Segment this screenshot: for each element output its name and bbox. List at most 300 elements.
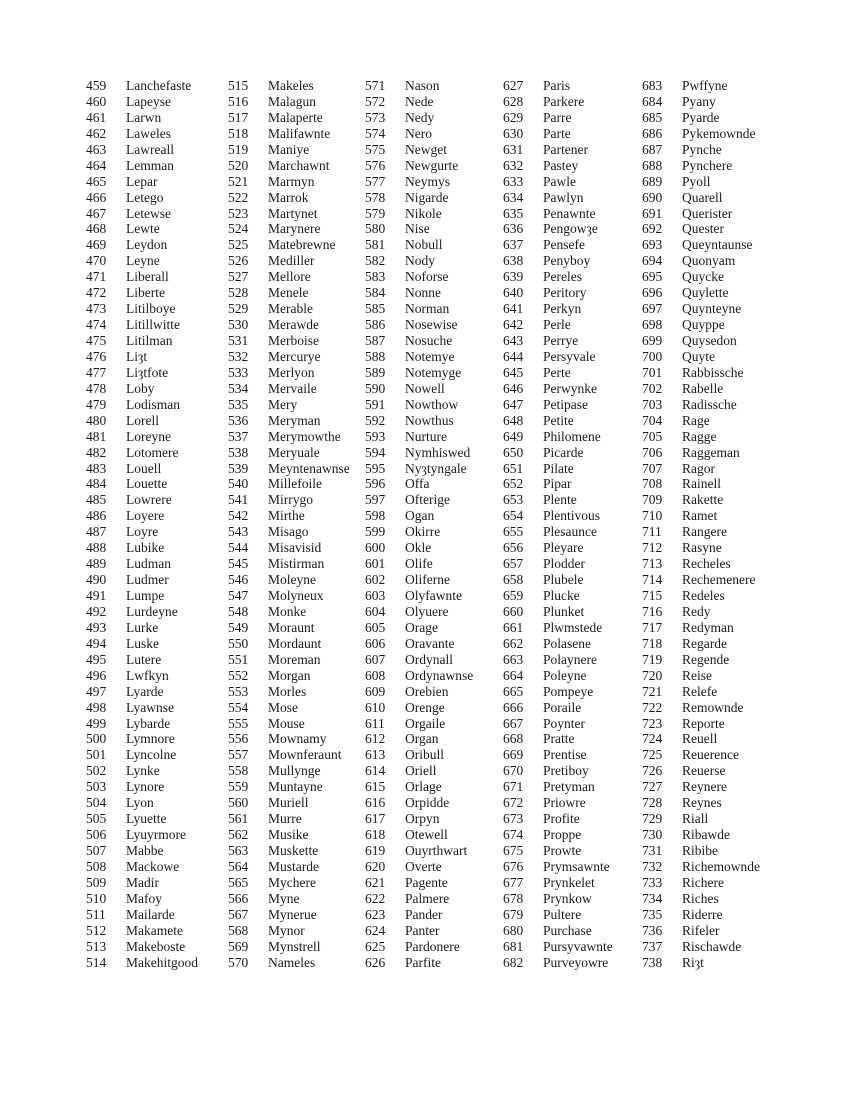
entry-name: Nonne [405, 285, 441, 301]
entry-number: 471 [86, 269, 107, 285]
entry-name: Loreyne [126, 428, 171, 444]
entry-name: Marchawnt [268, 157, 330, 173]
index-entry [503, 413, 642, 429]
entry-number: 736 [642, 922, 663, 938]
entry-number: 475 [86, 333, 107, 348]
index-entry [365, 492, 503, 508]
index-entry [642, 285, 787, 301]
index-entry [228, 397, 365, 413]
index-entry [642, 476, 787, 492]
entry-name: Myne [268, 890, 300, 906]
entry-number: 602 [365, 572, 386, 588]
entry-name: Riderre [682, 906, 723, 922]
entry-name: Pwffyne [682, 78, 728, 93]
index-entry [642, 811, 787, 827]
entry-number: 507 [86, 843, 107, 858]
entry-number: 570 [228, 954, 249, 970]
entry-name: Pereles [543, 269, 582, 285]
entry-number: 688 [642, 157, 663, 173]
index-entry [228, 955, 365, 971]
entry-name: Rakette [682, 492, 724, 508]
index-entry [86, 285, 228, 301]
index-entry [228, 811, 365, 827]
index-entry [228, 827, 365, 843]
entry-number: 679 [503, 906, 524, 922]
entry-number: 626 [365, 954, 386, 970]
entry-number: 641 [503, 301, 524, 317]
index-entry [642, 508, 787, 524]
entry-name: Plente [543, 492, 577, 508]
entry-name: Morles [268, 683, 307, 699]
index-entry [365, 923, 503, 939]
index-entry [86, 206, 228, 222]
entry-number: 712 [642, 540, 663, 556]
index-entry [365, 684, 503, 700]
index-column-3 [365, 78, 503, 971]
entry-name: Lutere [126, 651, 162, 667]
index-entry [86, 795, 228, 811]
entry-number: 634 [503, 189, 524, 205]
entry-name: Overte [405, 858, 442, 874]
entry-name: Mynor [268, 922, 305, 938]
index-entry [365, 843, 503, 859]
entry-name: Orpyn [405, 811, 440, 827]
entry-name: Ribibe [682, 843, 718, 858]
entry-name: Perwynke [543, 380, 597, 396]
index-entry [642, 700, 787, 716]
entry-name: Olyfawnte [405, 588, 462, 603]
index-entry [503, 556, 642, 572]
entry-number: 508 [86, 858, 107, 874]
index-entry [228, 349, 365, 365]
entry-name: Ordynall [405, 651, 453, 667]
entry-number: 474 [86, 317, 107, 333]
entry-number: 730 [642, 827, 663, 843]
index-entry [86, 221, 228, 237]
index-entry [503, 445, 642, 461]
entry-name: Oliferne [405, 572, 450, 588]
entry-name: Purchase [543, 922, 592, 938]
entry-name: Lanchefaste [126, 78, 192, 93]
entry-name: Quynteyne [682, 301, 742, 317]
entry-number: 687 [642, 141, 663, 157]
entry-number: 505 [86, 811, 107, 827]
entry-name: Plwmstede [543, 619, 603, 635]
entry-number: 538 [228, 444, 249, 460]
entry-name: Maniye [268, 141, 310, 157]
index-entry [365, 795, 503, 811]
entry-number: 536 [228, 412, 249, 428]
entry-number: 502 [86, 763, 107, 779]
entry-name: Pardonere [405, 938, 460, 954]
index-entry [86, 540, 228, 556]
entry-number: 573 [365, 109, 386, 125]
index-entry [228, 445, 365, 461]
entry-number: 692 [642, 221, 663, 237]
entry-name: Lawreall [126, 141, 174, 157]
entry-number: 721 [642, 683, 663, 699]
index-entry [228, 301, 365, 317]
entry-number: 709 [642, 492, 663, 508]
entry-name: Orpidde [405, 795, 450, 811]
index-entry [642, 652, 787, 668]
index-entry [365, 317, 503, 333]
entry-name: Pensefe [543, 237, 585, 253]
index-entry [86, 907, 228, 923]
entry-name: Prymsawnte [543, 858, 610, 874]
index-entry [228, 237, 365, 253]
entry-number: 481 [86, 428, 107, 444]
index-entry [86, 365, 228, 381]
entry-number: 623 [365, 906, 386, 922]
entry-name: Quycke [682, 269, 724, 285]
entry-number: 711 [642, 524, 662, 540]
index-column-1 [86, 78, 228, 971]
entry-name: Rage [682, 412, 710, 428]
entry-name: Mistirman [268, 556, 325, 572]
entry-number: 678 [503, 890, 524, 906]
entry-name: Pilate [543, 460, 574, 476]
entry-number: 489 [86, 556, 107, 572]
entry-number: 734 [642, 890, 663, 906]
index-entry [86, 636, 228, 652]
entry-name: Monke [268, 603, 307, 619]
entry-number: 725 [642, 747, 663, 763]
index-entry [86, 604, 228, 620]
entry-name: Reuerse [682, 763, 726, 779]
entry-number: 613 [365, 747, 386, 763]
entry-number: 666 [503, 699, 524, 715]
entry-number: 563 [228, 843, 249, 858]
index-entry [642, 269, 787, 285]
index-entry [503, 301, 642, 317]
index-entry [228, 110, 365, 126]
index-entry [86, 716, 228, 732]
entry-number: 480 [86, 412, 107, 428]
entry-number: 515 [228, 78, 249, 93]
entry-name: Mynstrell [268, 938, 321, 954]
entry-number: 673 [503, 811, 524, 827]
entry-name: Quysedon [682, 333, 737, 348]
entry-number: 579 [365, 205, 386, 221]
index-entry [642, 461, 787, 477]
entry-number: 521 [228, 173, 249, 189]
entry-number: 684 [642, 93, 663, 109]
index-entry [228, 253, 365, 269]
index-entry [228, 492, 365, 508]
entry-number: 534 [228, 380, 249, 396]
index-entry [503, 174, 642, 190]
entry-name: Loyre [126, 524, 159, 540]
entry-number: 544 [228, 540, 249, 556]
index-entry [503, 731, 642, 747]
entry-number: 653 [503, 492, 524, 508]
entry-name: Plucke [543, 588, 580, 603]
entry-number: 596 [365, 476, 386, 492]
index-entry [642, 317, 787, 333]
entry-name: Nowthow [405, 396, 459, 412]
index-entry [365, 397, 503, 413]
entry-number: 630 [503, 125, 524, 141]
index-entry [365, 891, 503, 907]
index-entry [86, 190, 228, 206]
index-entry [503, 572, 642, 588]
index-entry [86, 94, 228, 110]
index-entry [86, 955, 228, 971]
entry-name: Litillwitte [126, 317, 180, 333]
entry-name: Lumpe [126, 588, 165, 603]
entry-number: 671 [503, 779, 524, 795]
entry-number: 715 [642, 588, 663, 603]
entry-number: 580 [365, 221, 386, 237]
entry-number: 558 [228, 763, 249, 779]
entry-number: 532 [228, 348, 249, 364]
entry-number: 664 [503, 667, 524, 683]
index-entry [503, 700, 642, 716]
entry-name: Offa [405, 476, 430, 492]
entry-name: Rangere [682, 524, 727, 540]
entry-number: 468 [86, 221, 107, 237]
entry-name: Regende [682, 651, 730, 667]
entry-number: 621 [365, 874, 386, 890]
index-entry [503, 875, 642, 891]
entry-name: Reise [682, 667, 712, 683]
entry-number: 582 [365, 253, 386, 269]
entry-name: Mordaunt [268, 635, 322, 651]
index-entry [642, 413, 787, 429]
entry-number: 567 [228, 906, 249, 922]
index-entry [228, 206, 365, 222]
entry-number: 629 [503, 109, 524, 125]
entry-number: 496 [86, 667, 107, 683]
entry-name: Plunket [543, 603, 585, 619]
entry-name: Meryman [268, 412, 321, 428]
entry-name: Lewte [126, 221, 160, 237]
entry-number: 491 [86, 588, 107, 603]
entry-name: Mychere [268, 874, 316, 890]
entry-name: Quester [682, 221, 724, 237]
entry-number: 500 [86, 731, 107, 747]
entry-name: Lorell [126, 412, 159, 428]
index-entry [503, 716, 642, 732]
entry-name: Riȝt [682, 954, 704, 970]
index-entry [642, 94, 787, 110]
index-entry [228, 158, 365, 174]
entry-name: Pynchere [682, 157, 733, 173]
entry-name: Redeles [682, 588, 725, 603]
entry-name: Nero [405, 125, 432, 141]
entry-name: Pawlyn [543, 189, 584, 205]
index-entry [503, 285, 642, 301]
entry-name: Priowre [543, 795, 586, 811]
index-entry [86, 253, 228, 269]
entry-number: 706 [642, 444, 663, 460]
entry-number: 723 [642, 715, 663, 731]
entry-number: 703 [642, 396, 663, 412]
entry-name: Petipase [543, 396, 588, 412]
entry-name: Pyarde [682, 109, 720, 125]
entry-number: 691 [642, 205, 663, 221]
index-entry [503, 827, 642, 843]
index-entry [228, 668, 365, 684]
index-entry [642, 190, 787, 206]
index-entry [86, 413, 228, 429]
index-entry [228, 859, 365, 875]
index-entry [503, 620, 642, 636]
entry-number: 571 [365, 78, 386, 93]
index-entry [503, 110, 642, 126]
index-entry [365, 237, 503, 253]
index-entry [365, 301, 503, 317]
index-entry [365, 381, 503, 397]
entry-name: Palmere [405, 890, 450, 906]
index-entry [228, 652, 365, 668]
index-entry [86, 811, 228, 827]
entry-number: 624 [365, 922, 386, 938]
index-entry [642, 381, 787, 397]
index-entry [228, 508, 365, 524]
entry-number: 482 [86, 444, 107, 460]
entry-number: 639 [503, 269, 524, 285]
entry-number: 713 [642, 556, 663, 572]
index-entry [642, 78, 787, 94]
entry-name: Polasene [543, 635, 591, 651]
entry-name: Lodisman [126, 396, 180, 412]
index-entry [503, 891, 642, 907]
index-entry [365, 190, 503, 206]
entry-number: 467 [86, 205, 107, 221]
entry-name: Perkyn [543, 301, 582, 317]
entry-name: Pyany [682, 93, 716, 109]
entry-name: Lynore [126, 779, 165, 795]
entry-name: Rabbissche [682, 364, 744, 380]
index-entry [642, 668, 787, 684]
entry-name: Muriell [268, 795, 309, 811]
entry-name: Nameles [268, 954, 316, 970]
index-entry [228, 747, 365, 763]
index-entry [642, 747, 787, 763]
index-entry [86, 110, 228, 126]
entry-number: 644 [503, 348, 524, 364]
entry-number: 686 [642, 125, 663, 141]
index-entry [642, 827, 787, 843]
entry-name: Perte [543, 364, 571, 380]
index-entry [503, 333, 642, 349]
entry-number: 539 [228, 460, 249, 476]
index-entry [365, 827, 503, 843]
entry-name: Lwfkyn [126, 667, 169, 683]
index-entry [228, 285, 365, 301]
entry-name: Muntayne [268, 779, 323, 795]
entry-number: 466 [86, 189, 107, 205]
entry-name: Reuerence [682, 747, 739, 763]
index-entry [503, 365, 642, 381]
index-entry [642, 333, 787, 349]
index-entry [503, 94, 642, 110]
index-entry [86, 349, 228, 365]
entry-name: Prentise [543, 747, 587, 763]
entry-number: 584 [365, 285, 386, 301]
entry-number: 520 [228, 157, 249, 173]
index-entry [86, 174, 228, 190]
entry-name: Ludman [126, 556, 171, 572]
index-entry [365, 508, 503, 524]
index-entry [503, 429, 642, 445]
entry-number: 597 [365, 492, 386, 508]
entry-number: 663 [503, 651, 524, 667]
entry-number: 643 [503, 333, 524, 348]
index-entry [365, 413, 503, 429]
index-entry [86, 381, 228, 397]
index-entry [228, 540, 365, 556]
entry-name: Ouyrthwart [405, 843, 468, 858]
entry-number: 569 [228, 938, 249, 954]
entry-number: 705 [642, 428, 663, 444]
entry-number: 708 [642, 476, 663, 492]
entry-number: 612 [365, 731, 386, 747]
entry-name: Lotomere [126, 444, 179, 460]
entry-number: 583 [365, 269, 386, 285]
entry-number: 523 [228, 205, 249, 221]
entry-name: Letego [126, 189, 164, 205]
index-entry [642, 763, 787, 779]
entry-name: Mouse [268, 715, 305, 731]
entry-name: Quonyam [682, 253, 736, 269]
entry-name: Plentivous [543, 508, 601, 524]
entry-name: Relefe [682, 683, 718, 699]
entry-name: Merable [268, 301, 313, 317]
entry-number: 551 [228, 651, 249, 667]
entry-number: 717 [642, 619, 663, 635]
entry-name: Oribull [405, 747, 444, 763]
index-entry [642, 429, 787, 445]
entry-name: Martynet [268, 205, 318, 221]
index-entry [365, 349, 503, 365]
entry-number: 669 [503, 747, 524, 763]
entry-number: 615 [365, 779, 386, 795]
entry-name: Merawde [268, 317, 319, 333]
entry-name: Persyvale [543, 348, 596, 364]
index-entry [642, 492, 787, 508]
entry-name: Perrye [543, 333, 579, 348]
entry-number: 585 [365, 301, 386, 317]
entry-number: 652 [503, 476, 524, 492]
index-entry [228, 731, 365, 747]
index-entry [642, 556, 787, 572]
entry-number: 568 [228, 922, 249, 938]
entry-number: 576 [365, 157, 386, 173]
index-entry [86, 126, 228, 142]
entry-name: Murre [268, 811, 302, 827]
entry-name: Raggeman [682, 444, 740, 460]
entry-number: 546 [228, 572, 249, 588]
index-entry [228, 572, 365, 588]
entry-name: Orgaile [405, 715, 446, 731]
index-entry [365, 461, 503, 477]
entry-name: Okirre [405, 524, 441, 540]
entry-name: Lyarde [126, 683, 164, 699]
index-entry [503, 237, 642, 253]
index-entry [228, 381, 365, 397]
index-entry [365, 429, 503, 445]
index-entry [642, 604, 787, 620]
index-entry [365, 126, 503, 142]
entry-name: Olife [405, 556, 433, 572]
index-entry [642, 158, 787, 174]
entry-number: 522 [228, 189, 249, 205]
entry-number: 463 [86, 141, 107, 157]
index-entry [642, 779, 787, 795]
